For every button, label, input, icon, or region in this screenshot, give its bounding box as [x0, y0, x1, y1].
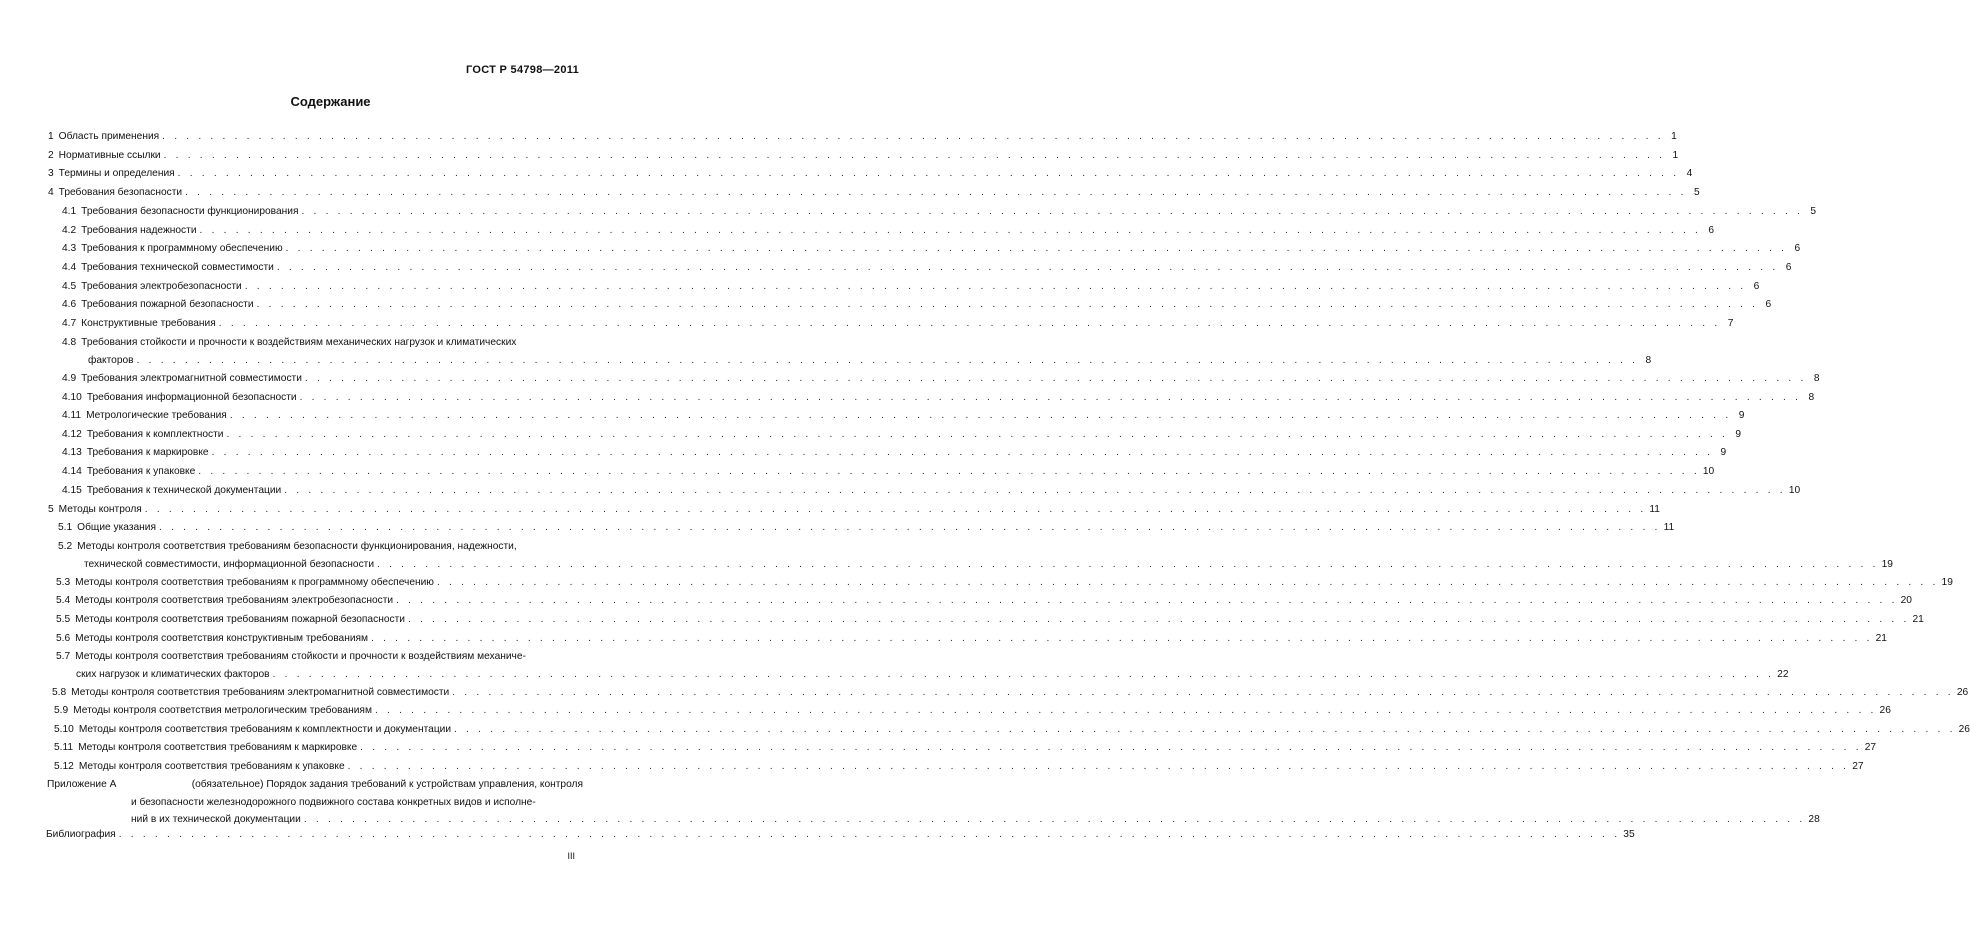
dot-leader — [230, 407, 1732, 425]
toc-entry-text: Требования пожарной безопасности — [81, 299, 254, 310]
toc-entry-text: Требования электромагнитной совместимости — [81, 373, 302, 384]
toc-entry-page: 1 — [1671, 131, 1677, 142]
toc-entry-page: 4 — [1686, 168, 1693, 179]
toc-entry-text: Требования к технической документации — [86, 485, 282, 496]
toc-entry-text: Требования информационной безопасности — [86, 392, 297, 403]
toc-entry-text: Методы контроля соответствия требованиям к маркировке — [78, 742, 358, 753]
toc-entry[interactable] — [62, 315, 1734, 333]
toc-entry[interactable] — [62, 482, 1801, 500]
toc-entry-text: Методы контроля соответствия требованиям пожарной безопасности — [75, 614, 405, 625]
toc-entry-text: Область применения — [58, 131, 160, 142]
toc-title: Содержание — [290, 94, 371, 109]
toc-entry-number: 4.3 — [62, 243, 77, 254]
toc-entry-number: 5.8 — [52, 687, 67, 698]
toc-entry-number: 5.4 — [56, 595, 71, 606]
dot-leader — [454, 721, 1956, 739]
standard-code: ГОСТ Р 54798—2011 — [465, 64, 579, 76]
toc-entry[interactable] — [56, 648, 1789, 683]
dot-leader — [245, 278, 1747, 296]
toc-entry-number: 4.2 — [62, 225, 77, 236]
toc-entry-continuation: ских нагрузок и климатических факторов — [76, 668, 270, 680]
toc-entry-page: 10 — [1702, 466, 1715, 477]
toc-entry[interactable] — [62, 444, 1727, 462]
toc-entry-text: Методы контроля — [58, 504, 142, 515]
toc-entry-page: 26 — [1956, 687, 1969, 698]
toc-entry-number: 5.11 — [54, 742, 74, 753]
toc-entry-number: 4.13 — [62, 447, 82, 458]
toc-entry[interactable] — [56, 574, 1953, 592]
toc-entry-number: 5.6 — [56, 633, 71, 644]
toc-entry-text: Требования к комплектности — [86, 429, 224, 440]
toc-entry-page: 9 — [1735, 429, 1742, 440]
toc-entry-page: 26 — [1879, 705, 1891, 716]
toc-entry-text: Требования к маркировке — [86, 447, 209, 458]
toc-entry[interactable] — [62, 296, 1772, 314]
toc-entry-page: 35 — [1623, 829, 1635, 840]
toc-entry-number: 4.8 — [62, 337, 77, 348]
toc-entry-page: 22 — [1777, 668, 1789, 680]
toc-entry-text: Требования технической совместимости — [81, 262, 274, 273]
toc-entry-text: Требования к упаковке — [86, 466, 196, 477]
dot-leader — [198, 463, 1700, 481]
toc-entry[interactable] — [54, 758, 1864, 776]
toc-entry-number: 5.3 — [56, 577, 71, 588]
toc-entry[interactable] — [62, 278, 1760, 296]
dot-leader — [119, 826, 1621, 844]
toc-entry-page: 6 — [1794, 243, 1801, 254]
toc-entry[interactable] — [48, 165, 1693, 183]
toc-entry-page: 8 — [1813, 373, 1820, 384]
toc-entry-number: 1 — [48, 131, 54, 142]
toc-entry[interactable] — [54, 702, 1891, 720]
dot-leader — [162, 128, 1664, 146]
toc-entry-page: 9 — [1720, 447, 1727, 458]
toc-entry[interactable] — [62, 426, 1742, 444]
toc-entry-page: 27 — [1864, 742, 1877, 753]
toc-entry[interactable] — [47, 776, 1820, 829]
toc-entry-number: 4.14 — [62, 466, 82, 477]
dot-leader — [257, 296, 1759, 314]
toc-entry-number: 5.2 — [58, 541, 73, 552]
toc-entry-number: 4.10 — [62, 392, 82, 403]
toc-entry[interactable] — [56, 611, 1924, 629]
toc-entry-continuation: факторов — [88, 354, 134, 366]
dot-leader — [178, 165, 1680, 183]
toc-entry-page: 8 — [1645, 354, 1652, 366]
toc-entry[interactable] — [62, 463, 1715, 481]
toc-entry-number: Приложение А — [47, 779, 117, 790]
toc-entry[interactable] — [62, 389, 1815, 407]
dot-leader — [159, 519, 1661, 537]
toc-entry[interactable] — [52, 684, 1969, 702]
dot-leader — [301, 203, 1803, 221]
toc-entry-number: 5.7 — [56, 651, 71, 662]
dot-leader — [185, 184, 1687, 202]
toc-entry-page: 19 — [1881, 558, 1893, 570]
toc-entry[interactable] — [54, 739, 1877, 757]
dot-leader — [226, 426, 1728, 444]
toc-entry[interactable] — [62, 259, 1792, 277]
dot-leader — [137, 352, 1639, 370]
toc-entry[interactable] — [56, 630, 1887, 648]
toc-entry-page: 20 — [1900, 595, 1912, 606]
toc-entry[interactable] — [62, 407, 1745, 425]
toc-entry[interactable] — [46, 826, 1635, 844]
dot-leader — [375, 702, 1877, 720]
toc-entry-page: 6 — [1708, 225, 1715, 236]
dot-leader — [437, 574, 1939, 592]
dot-leader — [305, 370, 1807, 388]
toc-entry-number: 5.12 — [54, 761, 74, 772]
toc-entry-page: 5 — [1810, 206, 1817, 217]
toc-entry-number: 4.15 — [62, 485, 82, 496]
dot-leader — [408, 611, 1910, 629]
toc-entry[interactable] — [62, 240, 1801, 258]
toc-entry-number: 4.9 — [62, 373, 77, 384]
toc-entry-text: Методы контроля соответствия конструктивным требованиям — [75, 633, 369, 644]
toc-entry[interactable] — [58, 538, 1893, 573]
toc-entry-text: Требования безопасности — [58, 187, 183, 198]
toc-entry-number: 4.11 — [62, 410, 82, 421]
dot-leader — [273, 666, 1775, 684]
toc-entry-text: Методы контроля соответствия требованиям электробезопасности — [75, 595, 394, 606]
dot-leader — [284, 482, 1786, 500]
toc-entry-page: 6 — [1765, 299, 1772, 310]
toc-entry-text: Методы контроля соответствия метрологическим требованиям — [73, 705, 372, 716]
toc-entry-page: 11 — [1663, 522, 1675, 533]
dot-leader — [377, 556, 1879, 574]
toc-entry[interactable] — [48, 184, 1700, 202]
toc-entry-number: 5.10 — [54, 724, 74, 735]
dot-leader — [286, 240, 1788, 258]
toc-entry-text: Требования безопасности функционирования — [81, 206, 299, 217]
toc-entry-text: Метрологические требования — [86, 410, 227, 421]
dot-leader — [164, 147, 1666, 165]
toc-entry-page: 26 — [1958, 724, 1970, 735]
toc-entry-page: 6 — [1785, 262, 1792, 273]
toc-entry[interactable] — [62, 203, 1817, 221]
toc-entry-number: 5.9 — [54, 705, 69, 716]
toc-entry-number: 4 — [48, 187, 54, 198]
dot-leader — [277, 259, 1779, 277]
dot-leader — [300, 389, 1802, 407]
toc-entry-number: 2 — [48, 150, 54, 161]
toc-entry-number: 5.5 — [56, 614, 71, 625]
dot-leader — [145, 501, 1647, 519]
toc-entry[interactable] — [48, 147, 1679, 165]
toc-entry[interactable] — [48, 501, 1660, 519]
toc-entry-page: 9 — [1738, 410, 1745, 421]
toc-entry-page: 11 — [1649, 504, 1660, 515]
toc-entry-continuation: и безопасности железнодорожного подвижного состава конкретных видов и исполне- — [131, 796, 536, 808]
toc-entry-page: 10 — [1788, 485, 1801, 496]
page-number-roman: III — [567, 851, 575, 861]
dot-leader — [360, 739, 1862, 757]
toc-entry-page: 21 — [1912, 614, 1924, 625]
toc-entry-text: Требования надежности — [81, 225, 197, 236]
toc-entry-text: Требования к программному обеспечению — [81, 243, 283, 254]
toc-entry-page: 6 — [1753, 281, 1760, 292]
dot-leader — [371, 630, 1873, 648]
toc-entry[interactable] — [48, 128, 1677, 146]
toc-entry-page: 19 — [1941, 577, 1953, 588]
dot-leader — [219, 315, 1721, 333]
dot-leader — [452, 684, 1954, 702]
toc-entry-number: 5 — [48, 504, 54, 515]
toc-entry-number: 4.1 — [62, 206, 77, 217]
toc-entry-text: Методы контроля соответствия требованиям безопасности функционирования, надежности, — [77, 541, 517, 552]
toc-entry-text: Требования стойкости и прочности к воздействиям механических нагрузок и климатических — [81, 337, 517, 348]
toc-entry-text: Методы контроля соответствия требованиям к упаковке — [78, 761, 345, 772]
toc-entry-text: Методы контроля соответствия требованиям к комплектности и документации — [78, 724, 452, 735]
toc-entry-page: 1 — [1672, 150, 1679, 161]
toc-entry[interactable] — [58, 519, 1675, 537]
toc-entry-page: 5 — [1693, 187, 1700, 198]
toc-entry[interactable] — [62, 334, 1652, 369]
toc-entry-page: 28 — [1808, 814, 1820, 825]
toc-entry-continuation: технической совместимости, информационной безопасности — [84, 558, 375, 570]
toc-entry-page: 21 — [1875, 633, 1887, 644]
toc-entry-text: Конструктивные требования — [81, 318, 216, 329]
toc-entry[interactable] — [62, 222, 1715, 240]
toc-entry-number: 3 — [48, 168, 54, 179]
toc-entry-continuation: ний в их технической документации — [131, 814, 301, 825]
toc-entry-number: 4.5 — [62, 281, 77, 292]
toc-entry-text: (обязательное) Порядок задания требований к устройствам управления, контроля — [191, 779, 583, 790]
toc-entry-number: 4.7 — [62, 318, 77, 329]
toc-entry-text: Общие указания — [77, 522, 156, 533]
toc-entry-text: Методы контроля соответствия требованиям к программному обеспечению — [75, 577, 434, 588]
toc-entry-text: Термины и определения — [58, 168, 175, 179]
toc-entry-text: Методы контроля соответствия требованиям стойкости и прочности к воздействиям механиче- — [75, 651, 526, 662]
toc-entry-page: 7 — [1727, 318, 1734, 329]
dot-leader — [396, 592, 1898, 610]
dot-leader — [200, 222, 1702, 240]
toc-entry-text: Нормативные ссылки — [58, 150, 161, 161]
dot-leader — [348, 758, 1850, 776]
toc-entry-page: 8 — [1808, 392, 1815, 403]
toc-entry-text: Требования электробезопасности — [81, 281, 242, 292]
toc-entry[interactable] — [62, 370, 1820, 388]
dot-leader — [212, 444, 1714, 462]
toc-entry[interactable] — [56, 592, 1912, 610]
toc-entry-text: Методы контроля соответствия требованиям электромагнитной совместимости — [71, 687, 450, 698]
toc-entry-number: 5.1 — [58, 522, 73, 533]
toc-entry[interactable] — [54, 721, 1970, 739]
toc-entry-number: 4.12 — [62, 429, 82, 440]
toc-entry-number: 4.4 — [62, 262, 77, 273]
toc-entry-text: Библиография — [46, 829, 116, 840]
toc-entry-page: 27 — [1852, 761, 1864, 772]
toc-entry-number: 4.6 — [62, 299, 77, 310]
